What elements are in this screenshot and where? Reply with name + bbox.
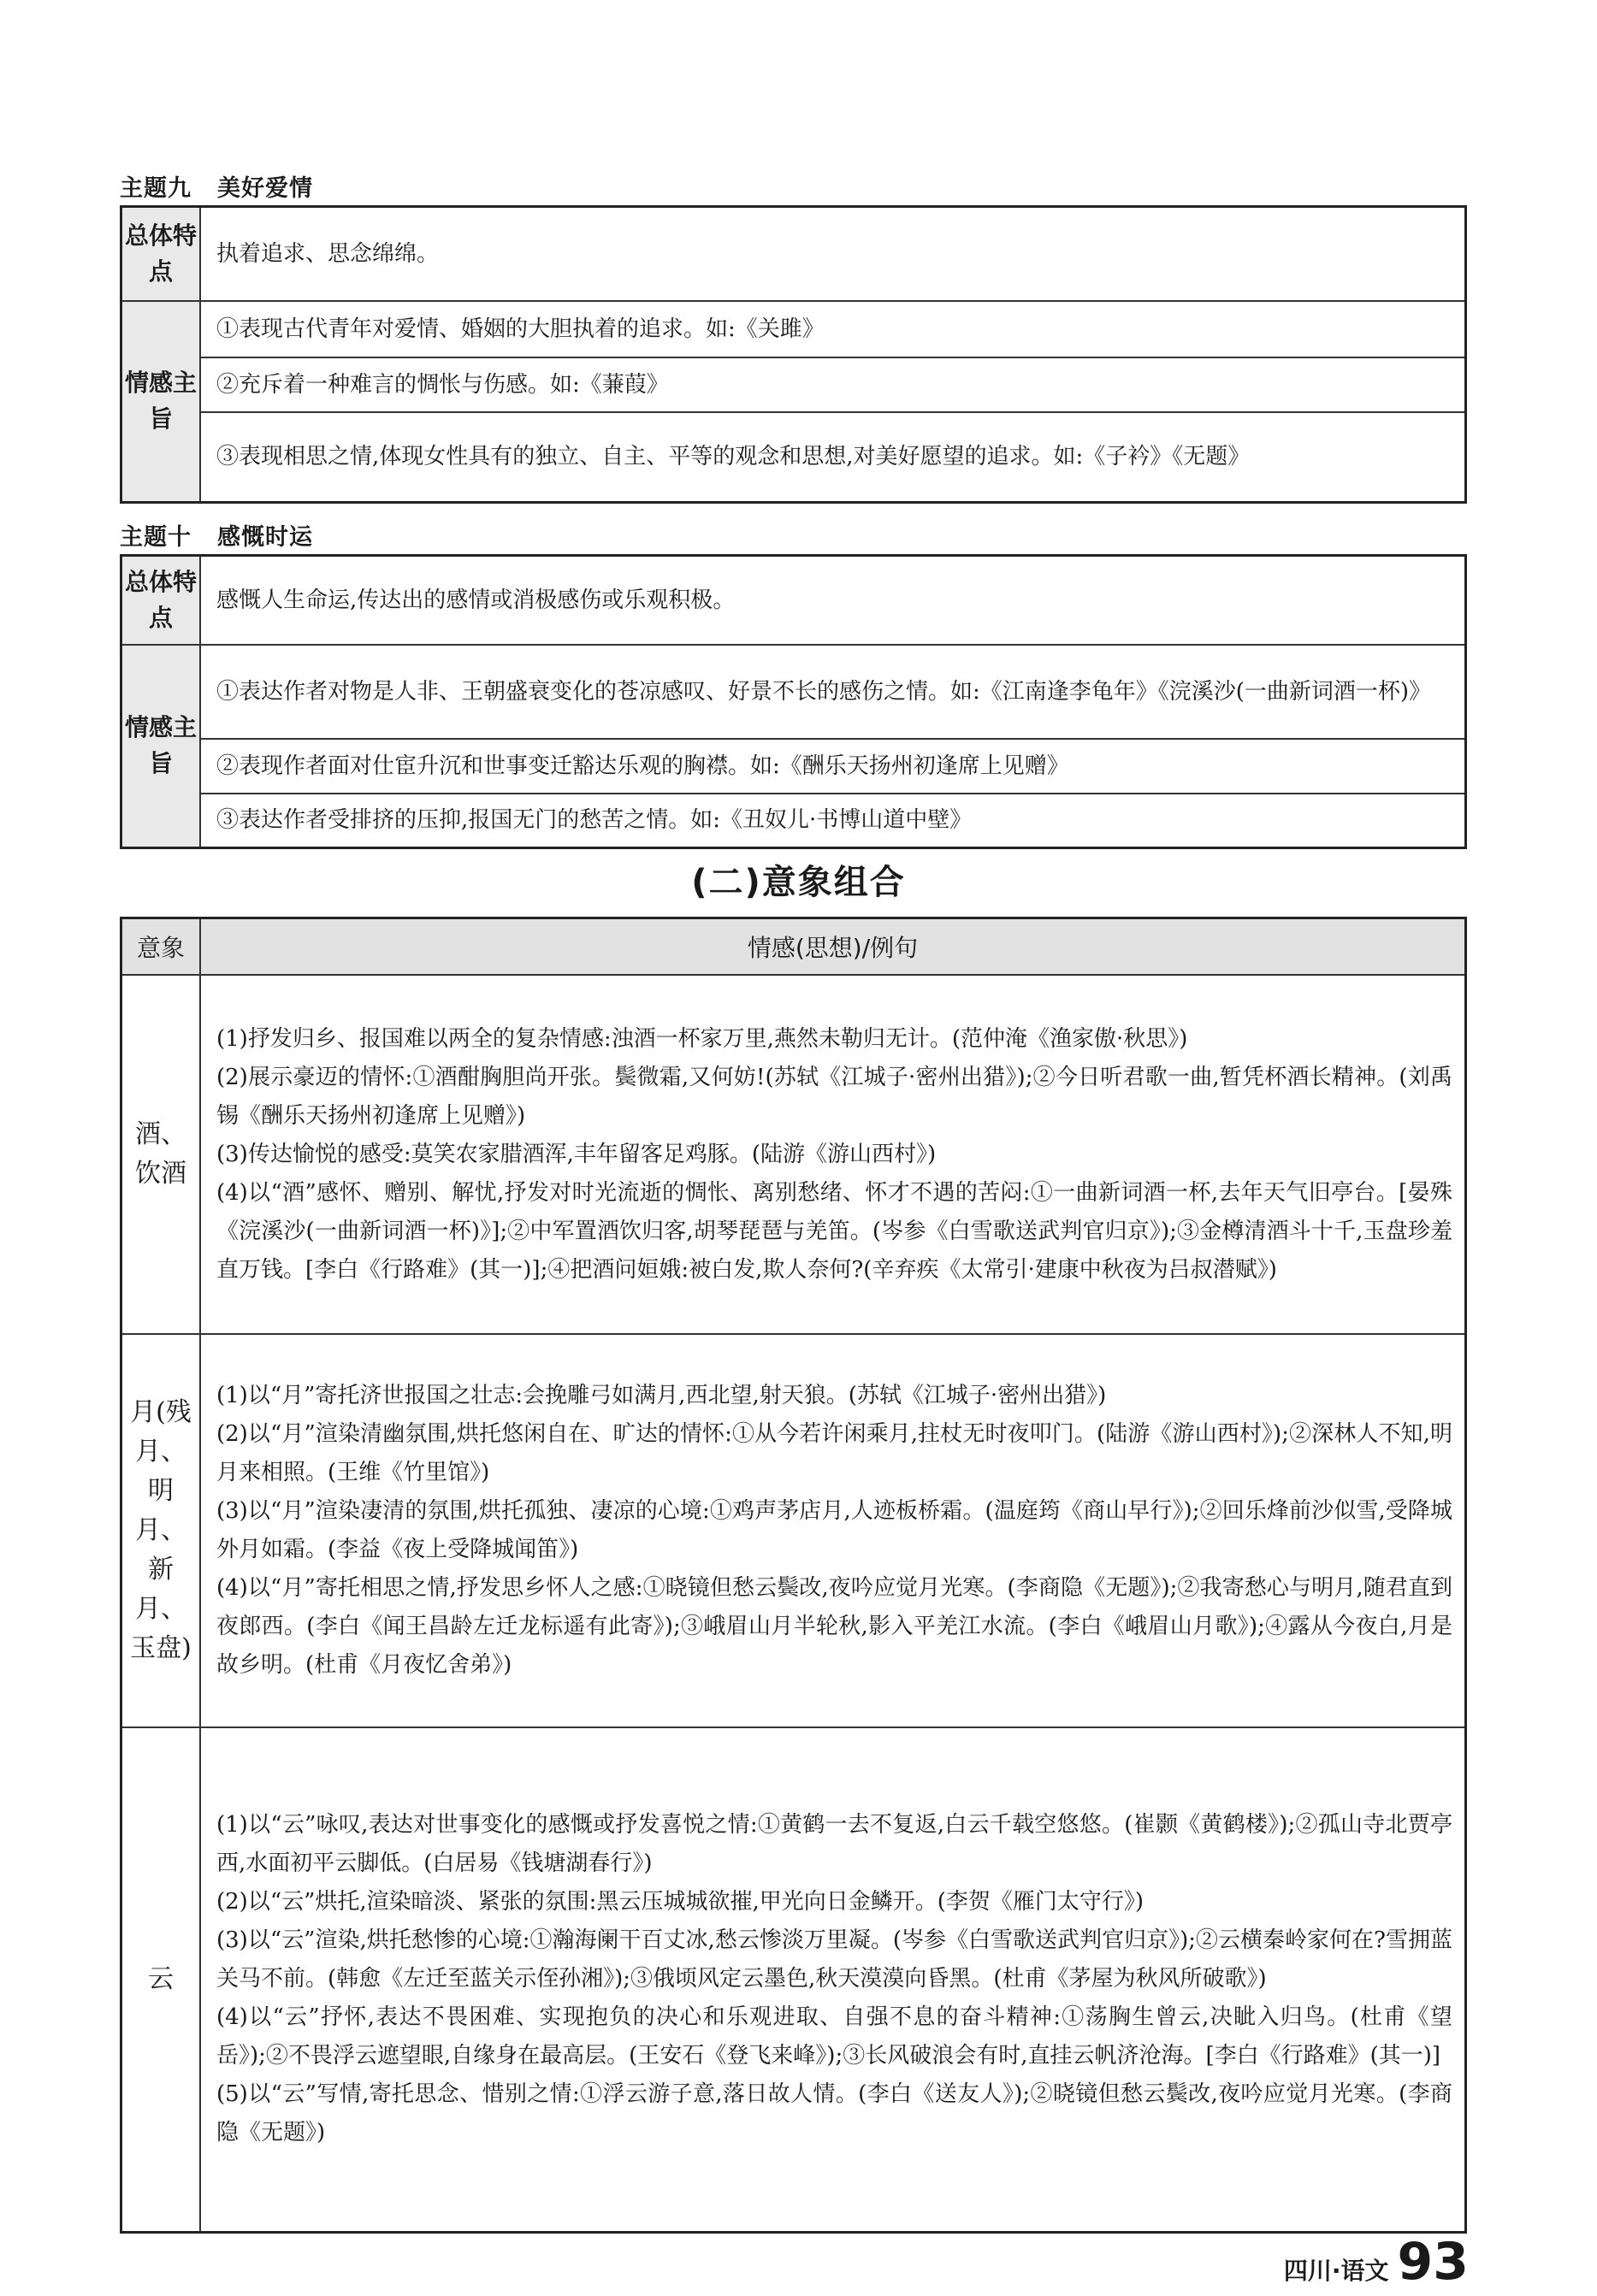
wine-line-3: (3)传达愉悦的感受:莫笑农家腊酒浑,丰年留客足鸡豚。(陆游《游山西村》) — [216, 1141, 937, 1167]
cloud-line-3: (3)以“云”渲染,烘托愁惨的心境:①瀚海阑干百丈冰,愁云惨淡万里凝。(岑参《白雪歌送武判官归京》);②云横秦岭家何在?雪拥蓝关马不前。(韩愈《左迁至蓝关示侄孙湘》);③俄顷风定云墨色,秋天漠漠向昏黑。(杜甫《茅屋为秋风所破歌》) — [216, 1927, 1452, 1992]
imagery-row-moon — [121, 1334, 1466, 1727]
theme10-table — [120, 554, 1467, 849]
theme10-item-3: ③表达作者受排挤的压抑,报国无门的愁苦之情。如:《丑奴儿·书博山道中壁》 — [200, 794, 1466, 848]
imagery-header-emotion: 情感(思想)/例句 — [200, 918, 1466, 976]
theme10-title — [120, 518, 313, 552]
cloud-line-5: (5)以“云”写情,寄托思念、惜别之情:①浮云游子意,落日故人情。(李白《送友人》);②晓镜但愁云鬓改,夜吟应觉月光寒。(李商隐《无题》) — [216, 2081, 1452, 2146]
theme9-title — [120, 169, 313, 203]
imagery-label-moon: 月(残月、明月、新月、玉盘) — [121, 1334, 201, 1727]
moon-line-4: (4)以“月”寄托相思之情,抒发思乡怀人之感:①晓镜但愁云鬓改,夜吟应觉月光寒。(李商隐《无题》);②我寄愁心与明月,随君直到夜郎西。(李白《闻王昌龄左迁龙标遥有此寄》);③峨眉山月半轮秋,影入平羌江水流。(李白《峨眉山月歌》);④露从今夜白,月是故乡明。(杜甫《月夜忆舍弟》) — [216, 1575, 1452, 1678]
footer-region: 四川·语文 — [1283, 2257, 1389, 2285]
theme9-item-3: ③表现相思之情,体现女性具有的独立、自主、平等的观念和思想,对美好愿望的追求。如:《子衿》《无题》 — [200, 412, 1466, 503]
theme9-item-1: ①表现古代青年对爱情、婚姻的大胆执着的追求。如:《关雎》 — [200, 301, 1466, 357]
section-title: (二)意象组合 — [691, 863, 906, 902]
theme9-overall-label: 总体特点 — [121, 207, 201, 301]
theme10-name: 感慨时运 — [217, 524, 313, 551]
theme10-overall-text: 感慨人生命运,传达出的感情或消极感伤或乐观积极。 — [200, 556, 1466, 645]
imagery-content-wine — [200, 975, 1466, 1334]
theme9-name: 美好爱情 — [217, 175, 313, 202]
theme9-table — [120, 205, 1467, 504]
imagery-label-wine: 酒、饮酒 — [121, 975, 201, 1334]
theme10-item-2: ②表现作者面对仕宦升沉和世事变迁豁达乐观的胸襟。如:《酬乐天扬州初逢席上见赠》 — [200, 739, 1466, 794]
moon-line-3: (3)以“月”渲染凄清的氛围,烘托孤独、凄凉的心境:①鸡声茅店月,人迹板桥霜。(温庭筠《商山早行》);②回乐烽前沙似雪,受降城外月如霜。(李益《夜上受降城闻笛》) — [216, 1498, 1452, 1562]
theme9-emotion-label: 情感主旨 — [121, 301, 201, 503]
theme9-overall-text: 执着追求、思念绵绵。 — [200, 207, 1466, 301]
cloud-line-2: (2)以“云”烘托,渲染暗淡、紧张的氛围:黑云压城城欲摧,甲光向日金鳞开。(李贺《雁门太守行》) — [216, 1889, 1144, 1915]
moon-line-1: (1)以“月”寄托济世报国之壮志:会挽雕弓如满月,西北望,射天狼。(苏轼《江城子·密州出猎》) — [216, 1383, 1107, 1408]
imagery-row-wine — [121, 975, 1466, 1334]
moon-line-2: (2)以“月”渲染清幽氛围,烘托悠闲自在、旷达的情怀:①从今若许闲乘月,拄杖无时夜叩门。(陆游《游山西村》);②深林人不知,明月来相照。(王维《竹里馆》) — [216, 1421, 1452, 1485]
imagery-label-cloud: 云 — [121, 1727, 201, 2232]
page-number: 93 — [1397, 2232, 1469, 2292]
imagery-content-moon — [200, 1334, 1466, 1727]
theme10-item-1: ①表达作者对物是人非、王朝盛衰变化的苍凉感叹、好景不长的感伤之情。如:《江南逢李龟年》《浣溪沙(一曲新词酒一杯)》 — [200, 645, 1466, 739]
wine-line-1: (1)抒发归乡、报国难以两全的复杂情感:浊酒一杯家万里,燕然未勒归无计。(范仲淹《渔家傲·秋思》) — [216, 1025, 1188, 1052]
wine-line-4: (4)以“酒”感怀、赠别、解忧,抒发对时光流逝的惆怅、离别愁绪、怀才不遇的苦闷:①一曲新词酒一杯,去年天气旧亭台。[晏殊《浣溪沙(一曲新词酒一杯)》];②中军置酒饮归客,胡琴琵琶与羌笛。(岑参《白雪歌送武判官归京》);③金樽清酒斗十千,玉盘珍羞直万钱。[李白《行路难》(其一)];④把酒问姮娥:被白发,欺人奈何?(辛弃疾《太常引·建康中秋夜为吕叔潜赋》) — [216, 1179, 1452, 1283]
imagery-row-cloud — [121, 1727, 1466, 2232]
imagery-header-image: 意象 — [121, 918, 201, 976]
theme10-emotion-label: 情感主旨 — [121, 645, 201, 848]
imagery-content-cloud — [200, 1727, 1466, 2232]
wine-line-2: (2)展示豪迈的情怀:①酒酣胸胆尚开张。鬓微霜,又何妨!(苏轼《江城子·密州出猎》);②今日听君歌一曲,暂凭杯酒长精神。(刘禹锡《酬乐天扬州初逢席上见赠》) — [216, 1064, 1452, 1129]
theme10-number: 主题十 — [120, 524, 192, 551]
cloud-line-1: (1)以“云”咏叹,表达对世事变化的感慨或抒发喜悦之情:①黄鹤一去不复返,白云千载空悠悠。(崔颢《黄鹤楼》);②孤山寺北贾亭西,水面初平云脚低。(白居易《钱塘湖春行》) — [216, 1812, 1452, 1877]
theme10-overall-label: 总体特点 — [121, 556, 201, 645]
imagery-table — [120, 917, 1467, 2234]
theme9-number: 主题九 — [120, 175, 192, 202]
theme9-item-2: ②充斥着一种难言的惆怅与伤感。如:《蒹葭》 — [200, 357, 1466, 412]
cloud-line-4: (4)以“云”抒怀,表达不畏困难、实现抱负的决心和乐观进取、自强不息的奋斗精神:①荡胸生曾云,决眦入归鸟。(杜甫《望岳》);②不畏浮云遮望眼,自缘身在最高层。(王安石《登飞来峰》);③长风破浪会有时,直挂云帆济沧海。[李白《行路难》(其一)] — [216, 2004, 1452, 2069]
page-footer — [1284, 2232, 1469, 2292]
